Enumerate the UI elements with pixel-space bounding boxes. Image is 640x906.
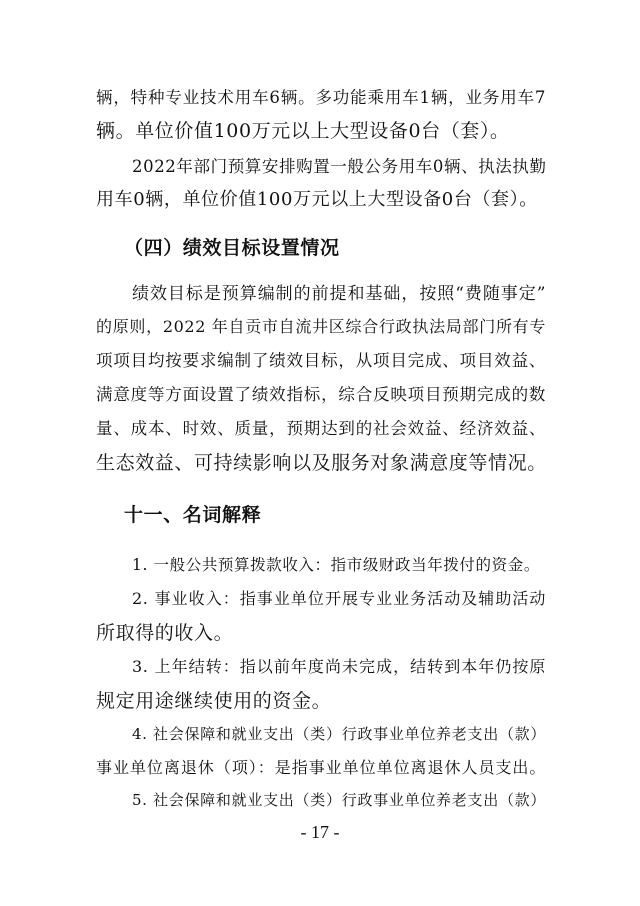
paragraph-line: 辆，特种专业技术用车6辆。多功能乘用车1辆，业务用车7	[96, 88, 546, 107]
paragraph-line: 项项目均按要求编制了绩效目标，从项目完成、项目效益、	[96, 351, 546, 370]
paragraph-line: 满意度等方面设置了绩效指标，综合反映项目预期完成的数	[96, 385, 546, 404]
definition-line: 所取得的收入。	[96, 622, 234, 644]
definition-line: 1. 一般公共预算拨款收入：指市级财政当年拨付的资金。	[132, 556, 540, 574]
definition-line: 事业单位离退休（项）：是指事业单位单位离退休人员支出。	[96, 758, 546, 777]
definition-line: 4. 社会保障和就业支出（类）行政事业单位养老支出（款）	[132, 725, 546, 743]
paragraph-line: 量、成本、时效、质量，预期达到的社会效益、经济效益、	[96, 419, 546, 438]
section-heading: 十一、名词解释	[124, 504, 262, 526]
definition-line: 3. 上年结转：指以前年度尚未完成，结转到本年仍按原	[132, 657, 546, 676]
paragraph-line: 的原则，2022 年自贡市自流井区综合行政执法局部门所有专	[96, 317, 546, 336]
paragraph-line: 生态效益、可持续影响以及服务对象满意度等情况。	[96, 452, 547, 474]
definition-line: 2. 事业收入：指事业单位开展专业业务活动及辅助活动	[132, 589, 546, 608]
paragraph-line: 辆。单位价值100万元以上大型设备0台（套）。	[96, 120, 510, 142]
page-number: - 17 -	[300, 822, 340, 842]
paragraph-line: 绩效目标是预算编制的前提和基础，按照“费随事定”	[132, 284, 546, 304]
paragraph-line: 2022年部门预算安排购置一般公务用车0辆、执法执勤	[132, 157, 547, 176]
definition-line: 规定用途继续使用的资金。	[96, 690, 332, 712]
paragraph-line: 用车0辆，单位价值100万元以上大型设备0台（套）。	[96, 189, 538, 210]
definition-line: 5. 社会保障和就业支出（类）行政事业单位养老支出（款）	[132, 791, 546, 809]
section-heading: （四）绩效目标设置情况	[124, 237, 340, 259]
